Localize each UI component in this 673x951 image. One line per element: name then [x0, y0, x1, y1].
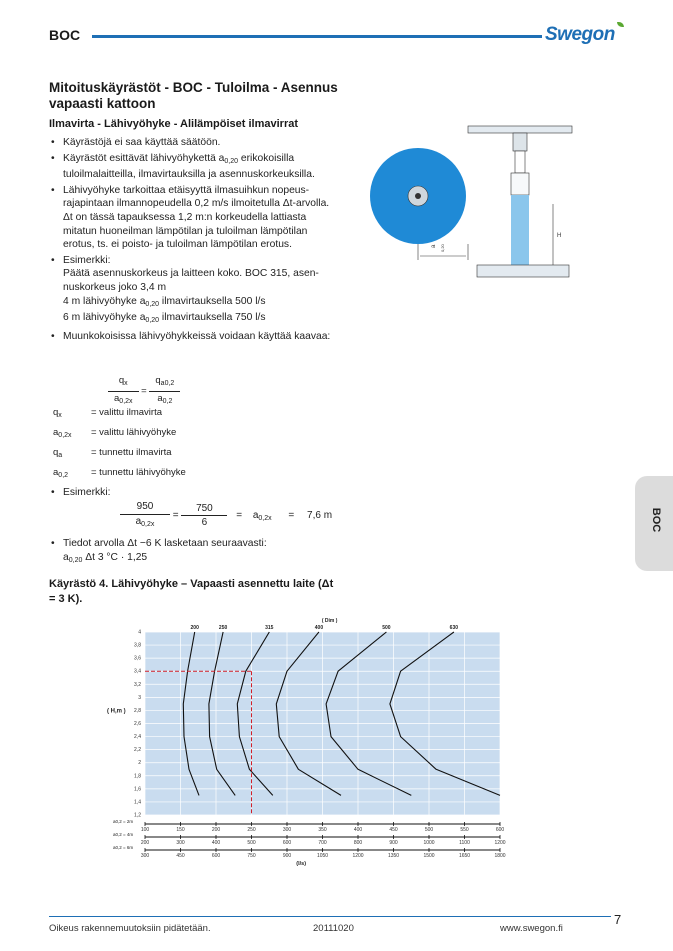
footer-note: Oikeus rakennemuutoksiin pidätetään.	[49, 923, 211, 934]
chart-caption: Käyrästö 4. Lähivyöhyke – Vapaasti asennettu laite (Δt = 3 K).	[49, 578, 334, 605]
header-title: BOC	[49, 27, 81, 43]
h-label: H	[557, 233, 562, 239]
chart-y-tick: 1,6	[134, 786, 141, 793]
chart-series-label: 250	[218, 625, 228, 631]
chart-x-tick: 900	[389, 840, 398, 846]
chart-x-tick: 300	[282, 827, 292, 833]
chart-x-tick: 800	[353, 840, 363, 846]
footer-url[interactable]: www.swegon.fi	[500, 923, 563, 934]
legend-row: $a_{0,2}$ = tunnettu lähivyöhyke	[53, 467, 186, 479]
chart-x-tick: 350	[318, 827, 327, 833]
chart-y-tick: 1,4	[134, 799, 141, 806]
legend-row: $a_{0,2x}$ = valittu lähivyöhyke	[53, 427, 177, 439]
bullet-5: • Muunkokoisissa lähivyöhykkeissä voidaan käyttää kaavaa:	[49, 330, 339, 344]
chart-y-tick: 2,8	[134, 707, 141, 714]
bullet-6: • Esimerkki:	[49, 486, 110, 500]
chart-y-tick: 2	[138, 760, 141, 767]
chart-x-tick: 400	[211, 840, 221, 846]
logo-leaf-icon	[617, 22, 624, 27]
chart-x-tick: 600	[211, 853, 221, 859]
legend-row: $q_x$ = valittu ilmavirta	[53, 407, 163, 419]
page-number: 7	[614, 912, 622, 927]
chart-x-tick: 600	[282, 840, 292, 846]
chart-x-tick: 1800	[494, 853, 506, 859]
bullet-2: • Käyrästöt esittävät lähivyöhykettä a0,20 erikokoisilla tuloilmalaitteilla, ilmavirtauksilla ja asennuskorkeuksilla.	[49, 152, 339, 182]
chart-series-label: 630	[449, 625, 459, 631]
swegon-logo: Swegon	[545, 24, 615, 45]
air-jet	[511, 195, 529, 265]
chart-y-tick: 3,2	[134, 681, 141, 688]
chart-y-tick: 3	[138, 694, 141, 701]
dt-note	[49, 537, 339, 569]
chart-y-tick: 3,4	[134, 668, 141, 675]
chart-size-label: ( Dim )	[321, 618, 338, 624]
chart-y-tick: 2,4	[134, 734, 141, 741]
chart-y-tick: 4	[138, 629, 141, 636]
side-tab-label: BOC	[650, 507, 663, 533]
duct-connector	[511, 173, 529, 195]
chart-x-tick: 1200	[494, 840, 506, 846]
chart-y-tick: 3,6	[134, 655, 141, 662]
installation-diagram	[365, 120, 585, 280]
ceiling-slab	[468, 126, 572, 133]
floor-slab	[477, 265, 569, 277]
dim-sub-label: 0,20	[440, 244, 445, 252]
chart-y-tick: 1,8	[134, 773, 141, 780]
chart-x-tick: 450	[389, 827, 398, 833]
formula: $\frac{q_x}{a_{0,2x}}$ = $\frac{q_{a0,2}}{a_{0,2}}$	[108, 374, 180, 408]
chart-x-tick: 150	[176, 827, 185, 833]
chart-x-tick: 500	[247, 840, 256, 846]
chart-x-tick: 100	[140, 827, 150, 833]
bullet-1: • Käyrästöjä ei saa käyttää säätöön.	[49, 136, 339, 150]
chart-x-axis-label: a0,2 = 4m	[113, 832, 134, 837]
chart-x-tick: 1650	[458, 853, 471, 859]
example-2-formula: $\frac{950}{a_{0,2x}}$ = $\frac{750}{6}$ = $a_{0,2x} = 7,6$ m	[120, 500, 332, 531]
chart-x-axis-label: a0,2 = 2m	[113, 819, 134, 824]
chart-x-tick: 550	[460, 827, 469, 833]
chart-x-tick: 200	[140, 840, 150, 846]
chart-y-label: ( H,m )	[107, 708, 126, 715]
chart-x-label: (l/s)	[296, 861, 307, 867]
chart-x-tick: 500	[424, 827, 434, 833]
bullet-3: • Lähivyöhyke tarkoittaa etäisyyttä ilmasuihkun nopeus-rajapintaan ilmannopeudella 0,2 m/s ilmoitetulla Δt-arvolla. Δt on tässä tapauksessa 1,2 m:n korkeudella lattiasta mitatun huoneilman lämpötilan ja tuloilman lämpötilan erotus, ts. ei poisto- ja tuloilman lämpötilan erotus.	[49, 184, 339, 252]
bullet-4: • Esimerkki: Päätä asennuskorkeus ja laitteen koko. BOC 315, asen-nuskorkeus joko 3,4 m 4 m lähivyöhyke a0,20 ilmavirtauksella 500 l/s 6 m lähivyöhyke a0,20 ilmavirtauksella 750 l/s	[49, 254, 339, 328]
legend-row: $q_a$ = tunnettu ilmavirta	[53, 447, 172, 459]
chart-x-tick: 250	[247, 827, 256, 833]
example-2-label-row	[49, 486, 110, 502]
section-title: Mitoituskäyrästöt - BOC - Tuloilma - Asennus vapaasti kattoon	[49, 80, 338, 111]
chart-x-tick: 1500	[423, 853, 435, 859]
chart-x-tick: 1000	[423, 840, 435, 846]
header-rule	[92, 35, 542, 38]
chart-x-axis-label: a0,2 = 6m	[113, 845, 134, 850]
bullet-list	[49, 136, 339, 343]
footer-date: 20111020	[313, 923, 354, 934]
chart-y-tick: 2,6	[134, 721, 141, 727]
chart-x-tick: 450	[176, 853, 185, 859]
chart-y-tick: 1,2	[134, 812, 141, 819]
chart-series-label: 400	[314, 625, 324, 631]
chart-x-tick: 400	[353, 827, 363, 833]
dim-label: a	[431, 244, 437, 248]
chart-y-tick: 2,2	[134, 747, 141, 754]
chart-x-tick: 750	[247, 853, 256, 859]
chart-series-label: 315	[265, 625, 274, 631]
chart-x-tick: 200	[211, 827, 221, 833]
chart-x-tick: 700	[318, 840, 327, 846]
chart-x-tick: 600	[495, 827, 505, 833]
text-column	[49, 80, 339, 345]
chart-series-label: 500	[382, 625, 391, 631]
chart-x-tick: 300	[140, 853, 150, 859]
bullet-7: • Tiedot arvolla Δt −6 K lasketaan seuraavasti: a0,20 Δt 3 °C · 1,25	[49, 537, 339, 567]
chart-x-tick: 1100	[459, 840, 470, 846]
chart-x-tick: 1200	[352, 853, 364, 859]
chart-y-tick: 3,8	[134, 642, 141, 649]
chart-series-label: 200	[190, 625, 199, 631]
side-tab[interactable]	[635, 476, 673, 571]
subtitle: Ilmavirta - Lähivyöhyke - Alilämpöiset ilmavirrat	[49, 118, 299, 130]
chart-x-tick: 900	[282, 853, 292, 859]
duct-threaded-rod	[515, 151, 525, 173]
near-zone-chart	[105, 612, 525, 867]
chart-x-tick: 1350	[387, 853, 400, 859]
duct-upper	[513, 133, 527, 151]
chart-x-tick: 1050	[316, 853, 329, 859]
formula-legend	[53, 404, 186, 484]
chart-x-tick: 300	[176, 840, 185, 846]
footer-rule	[49, 916, 611, 917]
diffuser-center	[415, 193, 421, 199]
